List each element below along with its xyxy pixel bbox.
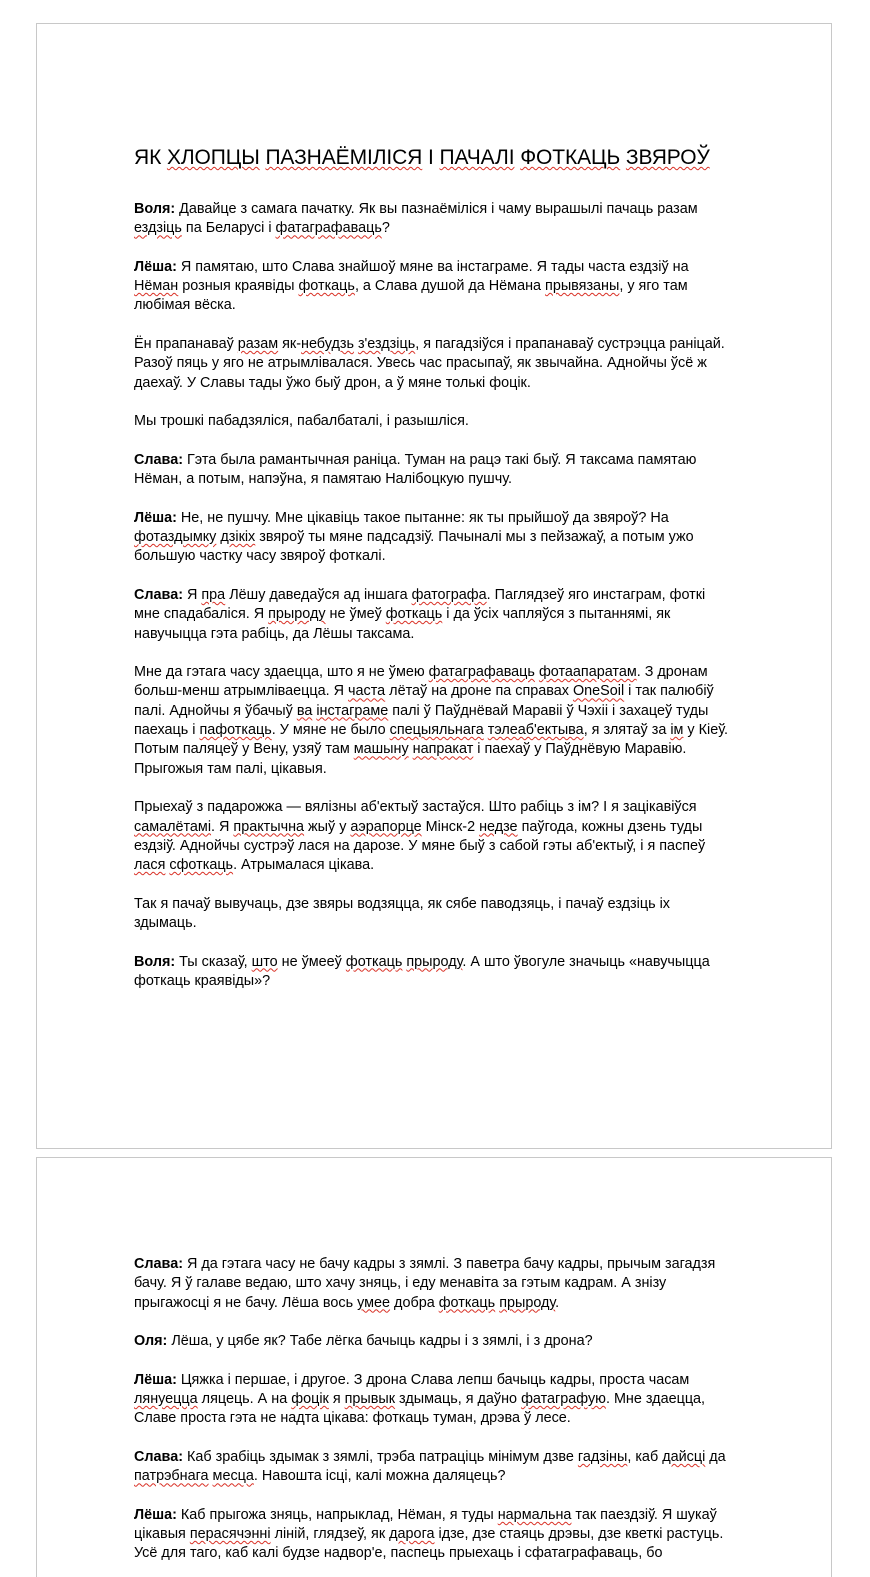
misspelled-word: часта: [348, 683, 386, 700]
text-run: Мне да гэтага часу здаецца, што я не ўмею: [134, 664, 429, 681]
text-run: ?: [381, 220, 390, 237]
misspelled-word: недзе: [479, 818, 518, 835]
paragraph: [134, 1332, 734, 1351]
misspelled-word: лася: [134, 857, 166, 874]
speaker-name: Лёша:: [134, 1506, 177, 1523]
document-title: [134, 145, 734, 171]
text-run: не ўмеў: [325, 606, 386, 623]
misspelled-word: нармальна: [497, 1506, 572, 1523]
document-page-2: [36, 1157, 832, 1577]
text-run: Я памятаю, што Слава знайшоў мяне ва інстаграме. Я тады часта ездзіў на: [176, 258, 689, 275]
text-run: . Навошта ісці, калі можна даляцець?: [253, 1468, 506, 1485]
misspelled-word: прыроду: [268, 606, 326, 623]
text-run: Не, не пушчу. Мне цікавіць такое пытанне: як ты прыйшоў да звяроў? На: [176, 509, 669, 526]
text-run: Я: [183, 586, 202, 603]
misspelled-word: спецыяльнага: [389, 722, 484, 739]
misspelled-word: лянуецца: [134, 1391, 198, 1408]
text-run: .: [555, 1294, 560, 1311]
speaker-name: Лёша:: [134, 1371, 177, 1388]
misspelled-word: ПАЧАЛІ: [439, 146, 515, 169]
text-run: розныя краявіды: [178, 278, 299, 295]
speaker-name: Слава:: [134, 1256, 183, 1272]
paragraph: [134, 586, 734, 644]
text-run: лётаў на дроне па справах: [385, 683, 573, 700]
misspelled-word: гадзіны: [577, 1448, 628, 1465]
text-run: палі ў Паўднёвай Маравіі ў Чэхіі і захацеў туды паехаць і: [134, 702, 709, 739]
misspelled-word: ім: [670, 722, 684, 739]
page-2-content: [134, 1255, 734, 1577]
paragraph: [134, 200, 734, 239]
text-run: паўгода, кожны дзень туды ездзіў. Аднойчы сустрэў лася на дарозе. У мяне быў з сабой гэты аб'ектыў, і я паспеў: [134, 818, 706, 854]
text-run: , у яго там любімая вёска.: [134, 278, 688, 314]
paragraph: [134, 412, 734, 431]
text-run: звяроў ты мяне падсадзіў. Пачыналі мы з пейзажаў, а потым ужо большую частку часу звяроў фоткалі.: [134, 529, 694, 565]
misspelled-word: фоткаць: [438, 1294, 496, 1311]
text-run: і паехаў у Паўднёвую Маравію. Прыгожыя там палі, цікавыя.: [134, 741, 687, 777]
misspelled-word: тэлеаб'ектыва: [487, 722, 584, 739]
text-run: . Мне здаецца, Славе проста гэта не надта цікава: фоткаць туман, дрэва ў лесе.: [134, 1391, 706, 1427]
text-run: не ўмееў: [277, 953, 346, 970]
misspelled-word: ХЛОПЦЫ: [166, 146, 260, 169]
misspelled-word: дарога: [389, 1526, 435, 1543]
misspelled-word: патрэбнага: [134, 1468, 209, 1485]
text-run: у Кіеў. Потым паляцеў у Вену, узяў там: [134, 722, 728, 758]
text-run: Давайце з самага пачатку. Як вы пазнаёміліся і чаму вырашылі пачаць разам: [175, 201, 698, 217]
text-run: . Атрымалася цікава.: [233, 857, 375, 874]
text-run: да: [705, 1448, 726, 1465]
text-run: Мы трошкі пабадзяліся, пабалбаталі, і разышліся.: [134, 413, 469, 430]
text-run: добра: [390, 1294, 439, 1311]
misspelled-word: што: [251, 953, 278, 970]
misspelled-word: месца: [212, 1468, 254, 1485]
text-run: , каб: [627, 1448, 663, 1465]
text-run: . Паглядзеў яго инстаграм, фоткі мне спадабаліся. Я: [134, 586, 706, 623]
text-run: так паездзіў. Я шукаў цікавыя: [134, 1506, 717, 1543]
misspelled-word: пра: [201, 586, 226, 603]
misspelled-word: фатаграфую: [521, 1391, 606, 1408]
text-run: ЯК: [134, 146, 167, 169]
text-run: , я злятаў за: [583, 722, 671, 739]
paragraph: [134, 895, 734, 934]
text-run: Каб зрабіць здымак з зямлі, трэба патраціць мінімум дзве: [183, 1448, 578, 1465]
misspelled-word: прыроду: [499, 1294, 556, 1311]
speaker-name: Воля:: [134, 201, 176, 217]
paragraph: [134, 509, 734, 567]
misspelled-word: прывык: [344, 1391, 396, 1408]
misspelled-word: з'ездзіць: [357, 336, 416, 353]
text-run: Так я пачаў вывучаць, дзе звяры водзяцца, як сябе паводзяць, і пачаў ездзіць іх здымаць.: [134, 895, 670, 931]
paragraph: [134, 953, 734, 992]
speaker-name: Оля:: [134, 1333, 168, 1350]
misspelled-word: фатаграфаваць: [428, 664, 535, 681]
text-run: Ты сказаў,: [175, 953, 252, 970]
paragraph: [134, 1371, 734, 1429]
text-run: ліній, глядзеў, як: [270, 1526, 390, 1543]
text-run: Мінск-2: [421, 818, 480, 835]
page-2-paragraphs: [134, 1255, 734, 1564]
text-run: . Я: [211, 818, 234, 835]
speaker-name: Лёша:: [134, 509, 177, 526]
paragraph: [134, 1255, 734, 1313]
text-run: і так палюбіў палі. Аднойчы я ўбачыў: [134, 683, 714, 719]
misspelled-word: фоткаць: [345, 953, 403, 970]
speaker-name: Воля:: [134, 953, 176, 970]
misspelled-word: ва: [296, 702, 313, 719]
misspelled-word: фотаапаратам: [538, 664, 637, 681]
misspelled-word: Нёман: [134, 278, 179, 295]
misspelled-word: прывязаны: [545, 278, 620, 295]
text-run: . У мяне не было: [271, 722, 390, 739]
misspelled-word: разам: [237, 336, 279, 353]
text-run: Гэта была рамантычная раніца. Туман на рацэ такі быў. Я таксама памятаю Нёман, а потым, напэўна, я памятаю Налібоцкую пушчу.: [134, 451, 697, 488]
text-run: , я пагадзіўся і прапанаваў сустрэцца раніцай. Разоў пяць у яго не атрымлівалася. Увесь час прасыпаў, як звычайна. Аднойчы ўсё ж даехаў. У Славы тады ўжо быў дрон, а ў мяне толькі фоцік.: [134, 336, 725, 391]
text-run: я: [328, 1391, 345, 1408]
misspelled-word: ездзіць: [134, 220, 182, 237]
misspelled-word: фоткаць: [385, 606, 443, 623]
text-run: , а Слава душой да Нёмана: [354, 278, 546, 295]
paragraph: [134, 258, 734, 316]
misspelled-word: фатографа: [411, 586, 487, 603]
text-run: і да ўсіх чапляўся з пытаннямі, як навучыцца гэта рабіць, да Лёшы таксама.: [134, 606, 671, 642]
misspelled-word: аэрапорце: [350, 818, 422, 835]
text-run: ідзе, дзе стаяць дрэвы, дзе кветкі растуць. Усё для таго, каб калі будзе надвор'е, паспець прыехаць і сфатаграфаваць, бо: [134, 1526, 724, 1562]
misspelled-word: небудзь: [301, 336, 354, 353]
paragraph: [134, 1506, 734, 1564]
misspelled-word: фатаграфаваць: [275, 220, 382, 237]
speaker-name: Слава:: [134, 1448, 183, 1465]
misspelled-word: машыну: [353, 741, 409, 758]
misspelled-word: дайсці: [662, 1448, 706, 1465]
text-run: Каб прыгожа зняць, напрыклад, Нёман, я туды: [176, 1506, 498, 1523]
text-run: ляцець. А на: [197, 1391, 292, 1408]
misspelled-word: сфоткаць: [169, 857, 234, 874]
speaker-name: Лёша:: [134, 258, 177, 275]
text-run: І: [422, 146, 440, 169]
document-page-1: [36, 23, 832, 1149]
misspelled-word: ЗВЯРОЎ: [625, 146, 710, 169]
misspelled-word: напракат: [412, 741, 474, 758]
misspelled-word: дзікіх: [220, 529, 256, 546]
text-run: здымаць, я даўно: [395, 1391, 522, 1408]
text-run: як-: [278, 336, 302, 353]
page-1-content: [134, 145, 734, 1010]
misspelled-word: ФОТКАЦЬ: [520, 146, 621, 169]
speaker-name: Слава:: [134, 451, 183, 468]
misspelled-word: прыроду: [406, 953, 463, 970]
text-run: па Беларусі і: [181, 220, 276, 237]
misspelled-word: ПАЗНАЁМІЛІСЯ: [265, 146, 423, 169]
misspelled-word: перасячэнні: [189, 1526, 271, 1543]
text-run: жыў у: [304, 818, 351, 835]
paragraph: [134, 451, 734, 490]
misspelled-word: OneSoil: [572, 683, 625, 700]
misspelled-word: самалётамі: [134, 818, 212, 835]
text-run: . З дронам больш-менш атрымліваецца. Я: [134, 664, 708, 700]
paragraph: [134, 663, 734, 779]
text-run: Лёшу даведаўся ад іншага: [225, 586, 412, 603]
paragraph: [134, 798, 734, 875]
misspelled-word: практычна: [233, 818, 305, 835]
misspelled-word: фоцік: [291, 1391, 329, 1408]
text-run: Прыехаў з падарожжа — вялізны аб'ектыў застаўся. Што рабіць з ім? І я зацікавіўся: [134, 799, 697, 816]
text-run: Я да гэтага часу не бачу кадры з зямлі. З паветра бачу кадры, прычым загадзя бачу. Я ў галаве ведаю, што хачу зняць, і еду менавіта за гэтым кадрам. А знізу прыгажосці я не бачу. Лёша вось: [134, 1256, 716, 1311]
text-run: Ён прапанаваў: [134, 336, 238, 353]
text-run: Цяжка і першае, і другое. З дрона Слава лепш бачыць кадры, проста часам: [176, 1371, 690, 1388]
misspelled-word: фотаздымку: [134, 529, 217, 546]
paragraph: [134, 1448, 734, 1487]
misspelled-word: пафоткаць: [199, 722, 272, 739]
misspelled-word: фоткаць: [298, 278, 355, 295]
text-run: Лёша, у цябе як? Табе лёгка бачыць кадры і з зямлі, і з дрона?: [167, 1333, 593, 1350]
misspelled-word: умее: [357, 1294, 391, 1311]
page-1-paragraphs: [134, 200, 734, 991]
speaker-name: Слава:: [134, 586, 183, 603]
misspelled-word: інстаграме: [316, 702, 389, 719]
text-run: . А што ўвогуле значыць «навучыцца фоткаць краявіды»?: [134, 953, 710, 989]
paragraph: [134, 335, 734, 393]
